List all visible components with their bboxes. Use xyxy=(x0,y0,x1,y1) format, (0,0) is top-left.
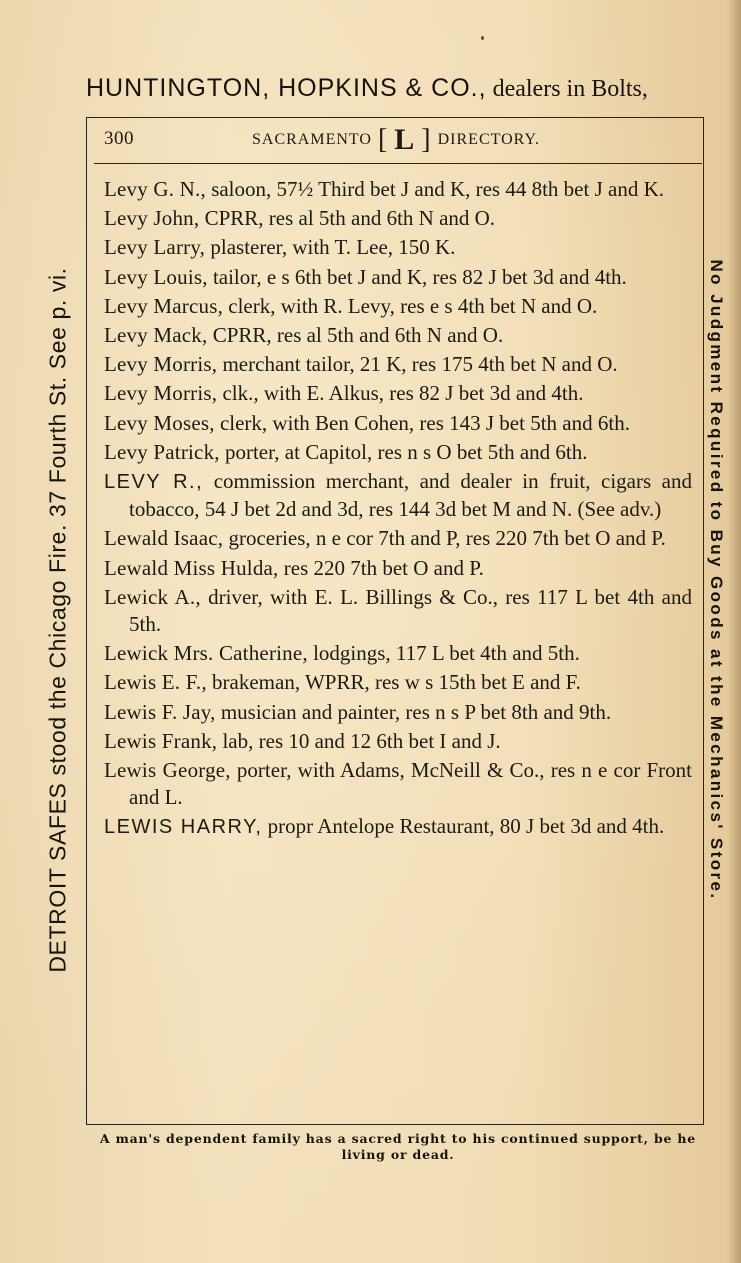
page-number: 300 xyxy=(104,128,134,149)
directory-entry xyxy=(104,728,692,755)
entry-name: LEWIS HARRY, xyxy=(104,816,263,839)
entry-details: merchant tailor, 21 K, res 175 4th bet N and O. xyxy=(217,352,618,377)
entry-details: clerk, with Ben Cohen, res 143 J bet 5th and 6th. xyxy=(214,410,630,435)
directory-entry xyxy=(104,264,692,291)
entry-details: groceries, n e cor 7th and P, res 220 7th bet O and P. xyxy=(223,526,666,551)
entry-details: propr Antelope Restaurant, 80 J bet 3d and 4th. xyxy=(262,814,665,839)
entry-name: Lewald Isaac, xyxy=(104,526,224,551)
entry-details: CPRR, res al 5th and 6th N and O. xyxy=(199,206,496,231)
entry-name: Levy Morris, xyxy=(104,352,218,377)
footer-motto xyxy=(78,1131,718,1163)
entry-name: Lewick A., xyxy=(104,584,201,609)
directory-entry xyxy=(104,468,692,524)
directory-entry xyxy=(104,439,692,466)
entry-details: lodgings, 117 L bet 4th and 5th. xyxy=(307,641,580,666)
header-rule xyxy=(94,163,702,164)
paper-speck xyxy=(481,36,484,40)
entry-details: musician and painter, res n s P bet 8th and 9th. xyxy=(215,699,612,724)
directory-entry xyxy=(104,234,692,261)
directory-entry xyxy=(104,757,692,812)
right-margin-text: No Judgment Required to Buy Goods at the Mechanics' Store. xyxy=(707,259,726,901)
entry-details: clk., with E. Alkus, res 82 J bet 3d and 4th. xyxy=(217,381,584,406)
directory-entry xyxy=(104,699,692,726)
directory-entry xyxy=(104,380,692,407)
directory-entry xyxy=(104,322,692,349)
banner-firm-name: HUNTINGTON, HOPKINS & CO., xyxy=(86,74,487,102)
entry-name: Lewis F. Jay, xyxy=(104,699,216,724)
entry-name: Levy Morris, xyxy=(104,381,218,406)
entry-name: Levy Marcus, xyxy=(104,293,224,318)
entry-name: Lewald Miss Hulda, xyxy=(104,555,279,580)
running-head-right: DIRECTORY. xyxy=(437,131,540,148)
entry-details: plasterer, with T. Lee, 150 K. xyxy=(205,235,456,260)
directory-entry xyxy=(104,293,692,320)
entry-details: res 220 7th bet O and P. xyxy=(278,555,484,580)
entry-details: brakeman, WPRR, res w s 15th bet E and F. xyxy=(206,670,581,695)
open-bracket: [ xyxy=(377,124,389,155)
entry-details: lab, res 10 and 12 6th bet I and J. xyxy=(217,728,501,753)
left-margin-text: DETROIT SAFES stood the Chicago Fire. 37 Fourth St. See p. vi. xyxy=(44,267,71,973)
entry-details: saloon, 57½ Third bet J and K, res 44 8th bet J and K. xyxy=(205,177,664,201)
footer-line-1: A man's dependent family has a sacred right to his continued support, be he xyxy=(99,1131,697,1146)
close-bracket: ] xyxy=(421,124,432,155)
directory-entries xyxy=(104,176,692,844)
directory-entry xyxy=(104,813,692,841)
entry-name: Levy Larry, xyxy=(104,235,206,260)
entry-details: tailor, e s 6th bet J and K, res 82 J bet 3d and 4th. xyxy=(207,264,627,289)
entry-name: Lewick Mrs. Catherine, xyxy=(104,641,308,666)
entry-details: porter, with Adams, McNeill & Co., res n e cor Front and L. xyxy=(129,757,693,810)
entry-details: commission merchant, and dealer in fruit, cigars and tobacco, 54 J bet 2d and 3d, res 144 3d bet M and N. (See adv.) xyxy=(129,468,692,522)
entry-details: driver, with E. L. Billings & Co., res 117 L bet 4th and 5th. xyxy=(129,584,692,637)
running-head-left: SACRAMENTO xyxy=(252,131,372,148)
top-advertisement-banner xyxy=(86,74,726,103)
page-edge-shadow xyxy=(727,0,741,1263)
directory-entry xyxy=(104,410,692,437)
entry-name: Lewis George, xyxy=(104,757,231,782)
entry-details: CPRR, res al 5th and 6th N and O. xyxy=(207,322,504,347)
directory-entry xyxy=(104,351,692,378)
directory-entry xyxy=(104,584,692,639)
directory-entry xyxy=(104,640,692,667)
banner-tagline: dealers in Bolts, xyxy=(486,76,648,102)
running-head xyxy=(252,123,540,156)
directory-entry xyxy=(104,205,692,232)
entry-name: Lewis E. F., xyxy=(104,670,207,695)
directory-entry xyxy=(104,525,692,552)
entry-name: Levy Louis, xyxy=(104,264,208,289)
footer-line-2: living or dead. xyxy=(341,1147,455,1162)
directory-entry xyxy=(104,555,692,582)
entry-name: Levy Mack, xyxy=(104,322,208,347)
entry-name: Levy John, xyxy=(104,206,200,231)
entry-details: porter, at Capitol, res n s O bet 5th and 6th. xyxy=(219,439,588,464)
entry-details: clerk, with R. Levy, res e s 4th bet N and O. xyxy=(223,293,598,318)
directory-entry xyxy=(104,176,692,203)
directory-entry xyxy=(104,669,692,696)
entry-name: Levy Moses, xyxy=(104,410,215,435)
section-letter: L xyxy=(394,123,416,156)
entry-name: Lewis Frank, xyxy=(104,728,218,753)
entry-name: Levy Patrick, xyxy=(104,439,220,464)
entry-name: LEVY R., xyxy=(104,470,204,493)
entry-name: Levy G. N., xyxy=(104,177,206,201)
